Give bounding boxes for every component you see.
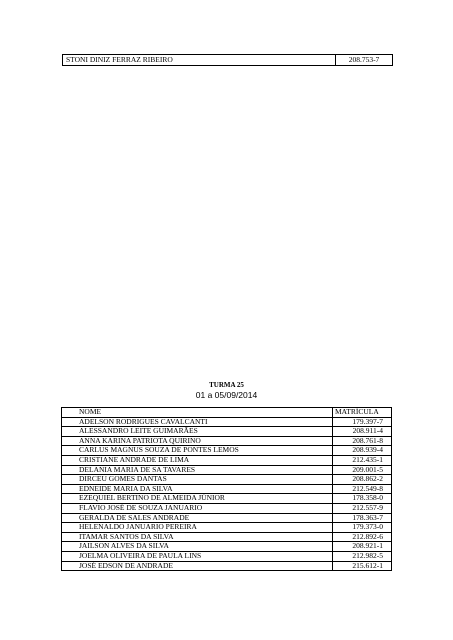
student-name-cell: DIRCEU GOMES DANTAS	[62, 475, 333, 485]
section-dates: 01 a 05/09/2014	[195, 390, 258, 400]
table-row	[62, 475, 392, 485]
student-name-cell: STONI DINIZ FERRAZ RIBEIRO	[63, 55, 336, 66]
table-row	[62, 427, 392, 437]
student-name-cell: HELENALDO JANUARIO PEREIRA	[62, 523, 333, 533]
student-matricula-cell: 212.557-9	[333, 503, 392, 513]
student-matricula-cell: 179.397-7	[333, 417, 392, 427]
student-name-cell: ALESSANDRO LEITE GUIMARÃES	[62, 427, 333, 437]
student-matricula-cell: 208.911-4	[333, 427, 392, 437]
table-row	[62, 551, 392, 561]
student-name-cell: CRISTIANE ANDRADE DE LIMA	[62, 455, 333, 465]
student-matricula-cell: 208.939-4	[333, 446, 392, 456]
student-matricula-cell: 208.761-8	[333, 436, 392, 446]
continued-table-body	[63, 55, 393, 66]
student-name-cell: ADELSON RODRIGUES CAVALCANTI	[62, 417, 333, 427]
table-row	[62, 503, 392, 513]
student-name-cell: EZEQUIEL BERTINO DE ALMEIDA JÚNIOR	[62, 494, 333, 504]
student-name-cell: JOSÉ EDSON DE ANDRADE	[62, 561, 333, 571]
student-name-cell: ANNA KARINA PATRIOTA QUIRINO	[62, 436, 333, 446]
students-table	[61, 407, 392, 571]
student-name-cell: JAILSON ALVES DA SILVA	[62, 542, 333, 552]
student-matricula-cell: 212.982-5	[333, 551, 392, 561]
table-row	[62, 561, 392, 571]
continued-table	[62, 54, 393, 66]
student-matricula-cell: 179.373-0	[333, 523, 392, 533]
student-matricula-cell: 212.435-1	[333, 455, 392, 465]
column-header-name: NOME	[62, 408, 333, 418]
student-name-cell: DELANIA MARIA DE SA TAVARES	[62, 465, 333, 475]
student-matricula-cell: 208.862-2	[333, 475, 392, 485]
student-name-cell: CARLUS MAGNUS SOUZA DE PONTES LEMOS	[62, 446, 333, 456]
student-matricula-cell: 178.358-0	[333, 494, 392, 504]
table-row	[62, 542, 392, 552]
table-row	[62, 455, 392, 465]
table-row	[62, 523, 392, 533]
student-matricula-cell: 215.612-1	[333, 561, 392, 571]
student-matricula-cell: 208.753-7	[336, 55, 393, 66]
student-matricula-cell: 212.892-6	[333, 532, 392, 542]
student-matricula-cell: 178.363-7	[333, 513, 392, 523]
column-header-matricula: MATRÍCULA	[333, 408, 392, 418]
student-name-cell: ITAMAR SANTOS DA SILVA	[62, 532, 333, 542]
student-matricula-cell: 209.001-5	[333, 465, 392, 475]
section-title: TURMA 25	[209, 381, 244, 389]
table-header-row	[62, 408, 392, 418]
student-name-cell: EDNEIDE MARIA DA SILVA	[62, 484, 333, 494]
students-table-body	[62, 417, 392, 571]
student-matricula-cell: 212.549-8	[333, 484, 392, 494]
table-row	[62, 494, 392, 504]
student-name-cell: GERALDA DE SALES ANDRADE	[62, 513, 333, 523]
student-name-cell: FLAVIO JOSÉ DE SOUZA JANUARIO	[62, 503, 333, 513]
student-name-cell: JOELMA OLIVEIRA DE PAULA LINS	[62, 551, 333, 561]
student-matricula-cell: 208.921-1	[333, 542, 392, 552]
table-row	[63, 55, 393, 66]
